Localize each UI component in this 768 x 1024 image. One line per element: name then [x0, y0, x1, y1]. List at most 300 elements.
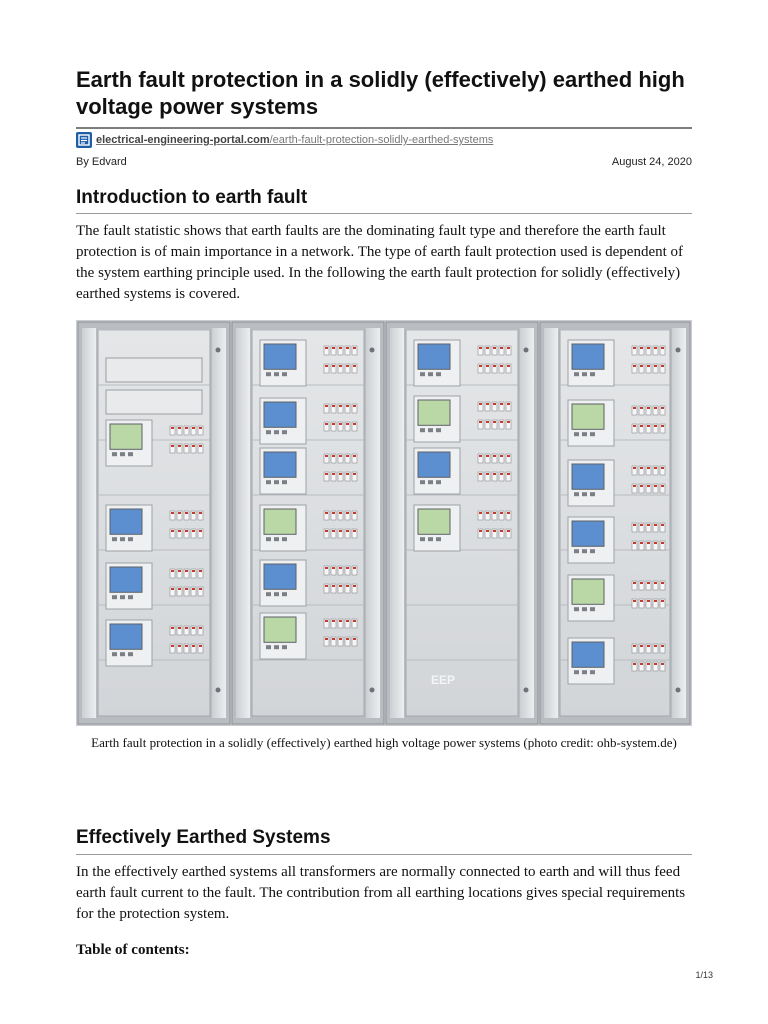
terminal-marker — [633, 663, 636, 665]
door-hinge — [370, 348, 375, 353]
relay-key — [582, 432, 587, 436]
relay-key — [120, 452, 125, 456]
relay-key — [112, 595, 117, 599]
terminal-marker — [185, 445, 188, 447]
page-number: 1/13 — [695, 970, 713, 980]
terminal-marker — [640, 542, 643, 544]
terminal-marker — [332, 405, 335, 407]
relay-key — [266, 645, 271, 649]
terminal-marker — [486, 455, 489, 457]
terminal-marker — [199, 570, 202, 572]
relay-key — [420, 537, 425, 541]
terminal-marker — [633, 524, 636, 526]
terminal-marker — [192, 570, 195, 572]
relay-key — [282, 645, 287, 649]
relay-key — [128, 452, 133, 456]
terminal-marker — [647, 347, 650, 349]
terminal-marker — [325, 423, 328, 425]
terminal-marker — [325, 455, 328, 457]
terminal-marker — [325, 638, 328, 640]
terminal-marker — [640, 645, 643, 647]
terminal-marker — [493, 530, 496, 532]
terminal-marker — [339, 405, 342, 407]
terminal-marker — [479, 421, 482, 423]
terminal-marker — [500, 455, 503, 457]
relay-key — [120, 537, 125, 541]
terminal-marker — [339, 365, 342, 367]
table-of-contents-heading: Table of contents: — [76, 942, 190, 958]
terminal-marker — [353, 347, 356, 349]
terminal-marker — [647, 645, 650, 647]
relay-key — [282, 372, 287, 376]
relay-key — [112, 452, 117, 456]
terminal-marker — [661, 365, 664, 367]
relay-display — [264, 509, 296, 534]
terminal-marker — [661, 485, 664, 487]
introduction-paragraph: The fault statistic shows that earth faults are the dominating fault type and therefore the earth fault protection is of main importance in a network. The type of earth fault protection used is dependent of the system earthing principle used. In the following the earth fault protection for solidly (effectively) earthed systems is covered. — [76, 223, 684, 302]
terminal-marker — [493, 347, 496, 349]
terminal-marker — [633, 542, 636, 544]
terminal-marker — [339, 423, 342, 425]
terminal-marker — [332, 473, 335, 475]
terminal-marker — [332, 423, 335, 425]
terminal-marker — [647, 600, 650, 602]
section-divider-effectively-earthed — [76, 854, 692, 855]
terminal-marker — [346, 455, 349, 457]
terminal-marker — [325, 530, 328, 532]
terminal-marker — [654, 365, 657, 367]
terminal-marker — [185, 512, 188, 514]
relay-display — [572, 404, 604, 429]
terminal-marker — [479, 455, 482, 457]
terminal-marker — [486, 530, 489, 532]
terminal-marker — [661, 425, 664, 427]
relay-key — [590, 432, 595, 436]
relay-key — [590, 607, 595, 611]
terminal-marker — [640, 347, 643, 349]
section-divider-introduction — [76, 213, 692, 214]
terminal-marker — [339, 567, 342, 569]
terminal-marker — [325, 567, 328, 569]
terminal-marker — [640, 365, 643, 367]
relay-display — [110, 424, 142, 449]
section-heading-effectively-earthed: Effectively Earthed Systems — [76, 827, 331, 848]
terminal-marker — [654, 600, 657, 602]
terminal-marker — [507, 421, 510, 423]
terminal-marker — [633, 600, 636, 602]
cabinet-door-edge — [212, 328, 226, 718]
terminal-marker — [493, 421, 496, 423]
terminal-marker — [178, 445, 181, 447]
relay-key — [590, 372, 595, 376]
terminal-marker — [661, 407, 664, 409]
terminal-marker — [486, 473, 489, 475]
terminal-marker — [353, 365, 356, 367]
cabinet-door-edge — [520, 328, 534, 718]
terminal-marker — [178, 570, 181, 572]
cabinet-door-edge — [390, 328, 404, 718]
terminal-marker — [332, 638, 335, 640]
terminal-marker — [185, 588, 188, 590]
section-heading-introduction: Introduction to earth fault — [76, 187, 308, 208]
terminal-marker — [339, 347, 342, 349]
terminal-marker — [633, 365, 636, 367]
figure-caption: Earth fault protection in a solidly (effectively) earthed high voltage power systems (photo credit: ohb-system.de) — [91, 735, 677, 750]
relay-key — [274, 592, 279, 596]
terminal-marker — [654, 347, 657, 349]
terminal-marker — [332, 512, 335, 514]
relay-key — [428, 480, 433, 484]
relay-key — [266, 430, 271, 434]
terminal-marker — [185, 427, 188, 429]
relay-key — [112, 537, 117, 541]
cabinet-door-edge — [672, 328, 686, 718]
terminal-marker — [500, 473, 503, 475]
terminal-marker — [346, 365, 349, 367]
relay-display — [264, 617, 296, 642]
relay-key — [420, 372, 425, 376]
terminal-marker — [661, 524, 664, 526]
cabinet-illustration — [76, 320, 692, 726]
terminal-marker — [185, 570, 188, 572]
terminal-marker — [332, 365, 335, 367]
relay-key — [274, 372, 279, 376]
relay-key — [274, 480, 279, 484]
terminal-marker — [171, 445, 174, 447]
terminal-marker — [353, 638, 356, 640]
relay-key — [282, 480, 287, 484]
door-hinge — [524, 348, 529, 353]
terminal-marker — [654, 467, 657, 469]
terminal-marker — [486, 365, 489, 367]
terminal-marker — [332, 455, 335, 457]
terminal-marker — [346, 638, 349, 640]
terminal-marker — [178, 588, 181, 590]
terminal-marker — [353, 455, 356, 457]
terminal-marker — [325, 365, 328, 367]
relay-key — [420, 480, 425, 484]
relay-key — [266, 537, 271, 541]
terminal-marker — [346, 567, 349, 569]
terminal-marker — [493, 455, 496, 457]
terminal-marker — [339, 638, 342, 640]
terminal-marker — [346, 423, 349, 425]
terminal-marker — [500, 403, 503, 405]
cabinet-door-edge — [366, 328, 380, 718]
terminal-marker — [171, 570, 174, 572]
terminal-marker — [346, 585, 349, 587]
terminal-marker — [640, 524, 643, 526]
relay-key — [574, 607, 579, 611]
terminal-marker — [199, 512, 202, 514]
terminal-marker — [171, 530, 174, 532]
relay-key — [436, 372, 441, 376]
page-link-icon — [76, 132, 92, 148]
cabinet — [386, 322, 538, 724]
relay-key — [266, 592, 271, 596]
terminal-marker — [647, 663, 650, 665]
terminal-marker — [647, 524, 650, 526]
terminal-marker — [332, 567, 335, 569]
relay-key — [274, 430, 279, 434]
title-divider — [76, 127, 692, 129]
terminal-marker — [507, 473, 510, 475]
terminal-marker — [654, 582, 657, 584]
relay-display — [418, 452, 450, 477]
terminal-marker — [178, 645, 181, 647]
terminal-marker — [346, 473, 349, 475]
relay-display — [264, 402, 296, 427]
terminal-marker — [185, 627, 188, 629]
terminal-marker — [479, 512, 482, 514]
relay-key — [274, 645, 279, 649]
relay-key — [120, 652, 125, 656]
terminal-marker — [479, 530, 482, 532]
terminal-marker — [339, 530, 342, 532]
terminal-marker — [640, 407, 643, 409]
relay-key — [436, 480, 441, 484]
relay-display — [264, 452, 296, 477]
terminal-marker — [192, 645, 195, 647]
effectively-earthed-paragraph: In the effectively earthed systems all transformers are normally connected to earth and will thus feed earth fault current to the fault. The contribution from all earthing locations gives special requirements for the protection system. — [76, 864, 686, 922]
relay-key — [574, 492, 579, 496]
terminal-marker — [640, 600, 643, 602]
terminal-marker — [661, 347, 664, 349]
terminal-marker — [479, 403, 482, 405]
door-hinge — [676, 688, 681, 693]
terminal-marker — [339, 585, 342, 587]
terminal-marker — [647, 407, 650, 409]
source-domain: electrical-engineering-portal.com — [96, 134, 270, 146]
terminal-marker — [500, 347, 503, 349]
terminal-marker — [332, 620, 335, 622]
terminal-marker — [353, 405, 356, 407]
terminal-marker — [332, 347, 335, 349]
terminal-marker — [199, 427, 202, 429]
relay-key — [128, 652, 133, 656]
relay-key — [582, 670, 587, 674]
terminal-marker — [633, 582, 636, 584]
relay-key — [436, 428, 441, 432]
terminal-marker — [493, 365, 496, 367]
relay-key — [574, 432, 579, 436]
terminal-marker — [500, 530, 503, 532]
terminal-marker — [661, 467, 664, 469]
terminal-marker — [507, 403, 510, 405]
terminal-marker — [640, 582, 643, 584]
terminal-marker — [346, 512, 349, 514]
terminal-marker — [192, 530, 195, 532]
relay-key — [428, 372, 433, 376]
relay-display — [418, 400, 450, 425]
rack-unit — [106, 358, 202, 382]
relay-key — [574, 670, 579, 674]
terminal-marker — [640, 485, 643, 487]
cabinet — [540, 322, 690, 724]
terminal-marker — [647, 467, 650, 469]
relay-key — [590, 492, 595, 496]
terminal-marker — [647, 485, 650, 487]
terminal-marker — [199, 445, 202, 447]
terminal-marker — [507, 512, 510, 514]
terminal-marker — [171, 588, 174, 590]
terminal-marker — [500, 512, 503, 514]
door-hinge — [216, 688, 221, 693]
terminal-marker — [346, 405, 349, 407]
relay-display — [110, 509, 142, 534]
terminal-marker — [353, 512, 356, 514]
relay-key — [266, 480, 271, 484]
terminal-marker — [507, 530, 510, 532]
terminal-marker — [339, 473, 342, 475]
terminal-marker — [479, 473, 482, 475]
terminal-marker — [332, 530, 335, 532]
relay-display — [572, 642, 604, 667]
terminal-marker — [353, 473, 356, 475]
terminal-marker — [192, 588, 195, 590]
terminal-marker — [647, 425, 650, 427]
terminal-marker — [654, 407, 657, 409]
terminal-marker — [486, 347, 489, 349]
relay-display — [110, 624, 142, 649]
cabinets-group — [78, 322, 690, 724]
terminal-marker — [647, 542, 650, 544]
relay-display — [572, 344, 604, 369]
terminal-marker — [346, 347, 349, 349]
terminal-marker — [178, 627, 181, 629]
terminal-marker — [486, 403, 489, 405]
terminal-marker — [332, 585, 335, 587]
terminal-marker — [661, 582, 664, 584]
terminal-marker — [171, 645, 174, 647]
terminal-marker — [325, 585, 328, 587]
terminal-marker — [640, 425, 643, 427]
terminal-marker — [654, 485, 657, 487]
relay-display — [264, 344, 296, 369]
terminal-marker — [479, 347, 482, 349]
terminal-marker — [192, 445, 195, 447]
terminal-marker — [192, 512, 195, 514]
terminal-marker — [353, 530, 356, 532]
terminal-marker — [661, 600, 664, 602]
terminal-marker — [633, 467, 636, 469]
terminal-marker — [661, 542, 664, 544]
terminal-marker — [647, 365, 650, 367]
relay-key — [428, 537, 433, 541]
terminal-marker — [507, 455, 510, 457]
terminal-marker — [500, 421, 503, 423]
terminal-marker — [661, 663, 664, 665]
terminal-marker — [346, 620, 349, 622]
relay-key — [582, 607, 587, 611]
terminal-marker — [654, 645, 657, 647]
terminal-marker — [325, 405, 328, 407]
cabinet — [232, 322, 384, 724]
relay-display — [572, 521, 604, 546]
terminal-marker — [192, 427, 195, 429]
door-hinge — [216, 348, 221, 353]
source-link[interactable] — [76, 131, 493, 149]
terminal-marker — [633, 425, 636, 427]
terminal-marker — [325, 512, 328, 514]
relay-key — [112, 652, 117, 656]
terminal-marker — [486, 512, 489, 514]
terminal-marker — [633, 485, 636, 487]
relay-key — [266, 372, 271, 376]
cabinet-door-edge — [82, 328, 96, 718]
door-hinge — [370, 688, 375, 693]
terminal-marker — [353, 620, 356, 622]
terminal-marker — [507, 365, 510, 367]
terminal-marker — [661, 645, 664, 647]
terminal-marker — [178, 512, 181, 514]
relay-display — [572, 464, 604, 489]
terminal-marker — [178, 427, 181, 429]
relay-key — [582, 372, 587, 376]
publish-date: August 24, 2020 — [611, 156, 692, 168]
terminal-marker — [171, 627, 174, 629]
terminal-marker — [647, 582, 650, 584]
terminal-marker — [633, 645, 636, 647]
terminal-marker — [185, 530, 188, 532]
article-title: Earth fault protection in a solidly (effectively) earthed high voltage power systems — [76, 67, 685, 119]
cabinet-door-edge — [544, 328, 558, 718]
terminal-marker — [171, 427, 174, 429]
terminal-marker — [339, 512, 342, 514]
terminal-marker — [493, 512, 496, 514]
door-hinge — [676, 348, 681, 353]
source-url[interactable] — [96, 134, 493, 146]
terminal-marker — [178, 530, 181, 532]
relay-key — [436, 537, 441, 541]
terminal-marker — [654, 425, 657, 427]
cabinet-door-edge — [236, 328, 250, 718]
switchgear-cabinets-photo — [76, 320, 692, 726]
terminal-marker — [654, 524, 657, 526]
relay-key — [582, 492, 587, 496]
relay-key — [574, 372, 579, 376]
terminal-marker — [192, 627, 195, 629]
terminal-marker — [654, 663, 657, 665]
terminal-marker — [339, 620, 342, 622]
terminal-marker — [199, 627, 202, 629]
relay-key — [582, 549, 587, 553]
terminal-marker — [633, 347, 636, 349]
terminal-marker — [339, 455, 342, 457]
terminal-marker — [633, 407, 636, 409]
terminal-marker — [199, 588, 202, 590]
terminal-marker — [199, 645, 202, 647]
terminal-marker — [493, 473, 496, 475]
terminal-marker — [171, 512, 174, 514]
eep-watermark: EEP — [431, 673, 456, 687]
relay-display — [264, 564, 296, 589]
terminal-marker — [640, 467, 643, 469]
terminal-marker — [325, 473, 328, 475]
relay-display — [110, 567, 142, 592]
terminal-marker — [507, 347, 510, 349]
terminal-marker — [479, 365, 482, 367]
relay-display — [572, 579, 604, 604]
relay-key — [128, 595, 133, 599]
author-byline: By Edvard — [76, 156, 127, 168]
terminal-marker — [493, 403, 496, 405]
terminal-marker — [353, 585, 356, 587]
terminal-marker — [654, 542, 657, 544]
relay-key — [274, 537, 279, 541]
relay-key — [428, 428, 433, 432]
terminal-marker — [199, 530, 202, 532]
